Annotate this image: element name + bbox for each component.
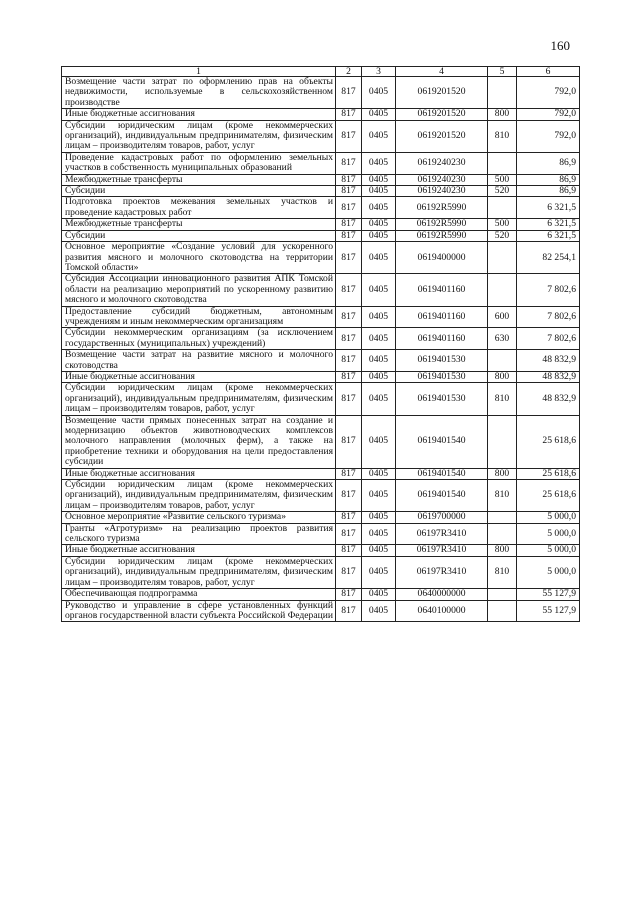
row-name-cell: Возмещение части прямых понесенных затрат на создание и модернизацию объектов животноводческих комплексов молочного направления (молочных ферм), а также на приобретение техники и оборудования на цели предоставления субсидии: [62, 415, 336, 468]
row-name-cell: Предоставление субсидий бюджетным, автономным учреждениям и иным некоммерческим организациям: [62, 306, 336, 328]
row-admin-cell: 817: [336, 468, 362, 479]
row-section-cell: 0405: [362, 468, 396, 479]
table-row: [62, 589, 580, 600]
table-row: [62, 523, 580, 545]
row-admin-cell: 817: [336, 77, 362, 109]
row-name-cell: Возмещение части затрат по оформлению прав на объекты недвижимости, используемые в сельскохозяйственном производстве: [62, 77, 336, 109]
row-section-cell: 0405: [362, 174, 396, 185]
header-cell: 6: [517, 67, 580, 77]
row-admin-cell: 817: [336, 328, 362, 350]
row-name-cell: Субсидии некоммерческим организациям (за исключением государственных (муниципальных) учреждений): [62, 328, 336, 350]
table-row: [62, 371, 580, 382]
row-admin-cell: 817: [336, 174, 362, 185]
row-expense-type-cell: 800: [488, 371, 517, 382]
row-name-cell: Субсидия Ассоциации инновационного развития АПК Томской области на реализацию мероприятий по ускоренному развитию мясного и молочного скотоводства: [62, 274, 336, 306]
row-target-cell: 0619401540: [396, 468, 488, 479]
row-section-cell: 0405: [362, 371, 396, 382]
row-admin-cell: 817: [336, 371, 362, 382]
row-expense-type-cell: [488, 197, 517, 219]
row-expense-type-cell: [488, 274, 517, 306]
row-section-cell: 0405: [362, 186, 396, 197]
row-amount-cell: 48 832,9: [517, 383, 580, 415]
table-row: [62, 556, 580, 588]
table-row: [62, 468, 580, 479]
row-amount-cell: 82 254,1: [517, 242, 580, 274]
row-name-cell: Обеспечивающая подпрограмма: [62, 589, 336, 600]
row-name-cell: Гранты «Агротуризм» на реализацию проектов развития сельского туризма: [62, 523, 336, 545]
table-row: [62, 328, 580, 350]
row-admin-cell: 817: [336, 383, 362, 415]
row-target-cell: 0619401540: [396, 480, 488, 512]
row-section-cell: 0405: [362, 600, 396, 622]
row-admin-cell: 817: [336, 152, 362, 174]
row-expense-type-cell: 810: [488, 556, 517, 588]
row-expense-type-cell: [488, 77, 517, 109]
row-name-cell: Иные бюджетные ассигнования: [62, 545, 336, 556]
row-admin-cell: 817: [336, 512, 362, 523]
table-row: [62, 152, 580, 174]
row-name-cell: Иные бюджетные ассигнования: [62, 109, 336, 120]
row-name-cell: Субсидии: [62, 230, 336, 241]
row-name-cell: Межбюджетные трансферты: [62, 174, 336, 185]
row-target-cell: 0619240230: [396, 152, 488, 174]
row-amount-cell: 5 000,0: [517, 545, 580, 556]
row-target-cell: 0619401160: [396, 274, 488, 306]
row-target-cell: 0619400000: [396, 242, 488, 274]
row-name-cell: Субсидии юридическим лицам (кроме некоммерческих организаций), индивидуальным предпринимателям, физическим лицам – производителям товаров, работ, услуг: [62, 556, 336, 588]
row-admin-cell: 817: [336, 242, 362, 274]
row-amount-cell: 7 802,6: [517, 274, 580, 306]
row-name-cell: Проведение кадастровых работ по оформлению земельных участков в собственность муниципальных образований: [62, 152, 336, 174]
row-name-cell: Иные бюджетные ассигнования: [62, 371, 336, 382]
row-expense-type-cell: 810: [488, 383, 517, 415]
row-expense-type-cell: 800: [488, 109, 517, 120]
row-admin-cell: 817: [336, 109, 362, 120]
row-admin-cell: 817: [336, 350, 362, 372]
table-row: [62, 186, 580, 197]
row-target-cell: 06192R5990: [396, 230, 488, 241]
row-section-cell: 0405: [362, 328, 396, 350]
row-amount-cell: 5 000,0: [517, 512, 580, 523]
row-amount-cell: 48 832,9: [517, 350, 580, 372]
row-target-cell: 0619201520: [396, 77, 488, 109]
row-amount-cell: 6 321,5: [517, 219, 580, 230]
row-amount-cell: 86,9: [517, 152, 580, 174]
row-expense-type-cell: [488, 589, 517, 600]
table-row: [62, 197, 580, 219]
row-target-cell: 0619240230: [396, 174, 488, 185]
row-target-cell: 0619401530: [396, 383, 488, 415]
row-admin-cell: 817: [336, 230, 362, 241]
row-section-cell: 0405: [362, 242, 396, 274]
row-amount-cell: 792,0: [517, 120, 580, 152]
row-admin-cell: 817: [336, 186, 362, 197]
table-row: [62, 109, 580, 120]
row-amount-cell: 5 000,0: [517, 523, 580, 545]
table-row: [62, 242, 580, 274]
header-cell: 1: [62, 67, 336, 77]
row-section-cell: 0405: [362, 152, 396, 174]
row-admin-cell: 817: [336, 556, 362, 588]
row-section-cell: 0405: [362, 383, 396, 415]
row-name-cell: Руководство и управление в сфере установленных функций органов государственной власти субъекта Российской Федерации: [62, 600, 336, 622]
header-row: [62, 67, 580, 77]
table-row: [62, 219, 580, 230]
row-expense-type-cell: 810: [488, 480, 517, 512]
row-target-cell: 0619401530: [396, 350, 488, 372]
header-cell: 2: [336, 67, 362, 77]
row-amount-cell: 6 321,5: [517, 197, 580, 219]
row-section-cell: 0405: [362, 512, 396, 523]
row-section-cell: 0405: [362, 306, 396, 328]
row-section-cell: 0405: [362, 219, 396, 230]
row-expense-type-cell: 630: [488, 328, 517, 350]
row-expense-type-cell: 500: [488, 219, 517, 230]
row-admin-cell: 817: [336, 589, 362, 600]
table-row: [62, 480, 580, 512]
row-section-cell: 0405: [362, 480, 396, 512]
row-amount-cell: 792,0: [517, 77, 580, 109]
table-row: [62, 383, 580, 415]
row-amount-cell: 86,9: [517, 186, 580, 197]
budget-table: [61, 66, 580, 622]
row-target-cell: 0619201520: [396, 109, 488, 120]
row-amount-cell: 7 802,6: [517, 306, 580, 328]
row-expense-type-cell: 600: [488, 306, 517, 328]
row-section-cell: 0405: [362, 545, 396, 556]
row-amount-cell: 25 618,6: [517, 468, 580, 479]
table-row: [62, 350, 580, 372]
row-amount-cell: 7 802,6: [517, 328, 580, 350]
row-target-cell: 0640000000: [396, 589, 488, 600]
row-section-cell: 0405: [362, 197, 396, 219]
row-amount-cell: 55 127,9: [517, 589, 580, 600]
table-body: [62, 67, 580, 622]
row-target-cell: 0619401160: [396, 328, 488, 350]
row-expense-type-cell: 520: [488, 230, 517, 241]
header-cell: 5: [488, 67, 517, 77]
row-section-cell: 0405: [362, 274, 396, 306]
row-admin-cell: 817: [336, 197, 362, 219]
row-amount-cell: 5 000,0: [517, 556, 580, 588]
row-name-cell: Основное мероприятие «Создание условий для ускоренного развития мясного и молочного скотоводства на территории Томской области»: [62, 242, 336, 274]
row-target-cell: 0640100000: [396, 600, 488, 622]
row-target-cell: 0619401530: [396, 371, 488, 382]
row-admin-cell: 817: [336, 219, 362, 230]
row-admin-cell: 817: [336, 274, 362, 306]
row-expense-type-cell: 520: [488, 186, 517, 197]
row-target-cell: 0619240230: [396, 186, 488, 197]
row-section-cell: 0405: [362, 415, 396, 468]
table-row: [62, 512, 580, 523]
table-row: [62, 274, 580, 306]
row-target-cell: 06197R3410: [396, 545, 488, 556]
row-name-cell: Субсидии юридическим лицам (кроме некоммерческих организаций), индивидуальным предпринимателям, физическим лицам – производителям товаров, работ, услуг: [62, 120, 336, 152]
row-admin-cell: 817: [336, 306, 362, 328]
row-target-cell: 06192R5990: [396, 197, 488, 219]
row-name-cell: Возмещение части затрат на развитие мясного и молочного скотоводства: [62, 350, 336, 372]
row-section-cell: 0405: [362, 523, 396, 545]
row-name-cell: Субсидии: [62, 186, 336, 197]
row-name-cell: Подготовка проектов межевания земельных участков и проведение кадастровых работ: [62, 197, 336, 219]
row-name-cell: Основное мероприятие «Развитие сельского туризма»: [62, 512, 336, 523]
row-section-cell: 0405: [362, 77, 396, 109]
table-row: [62, 600, 580, 622]
row-admin-cell: 817: [336, 480, 362, 512]
row-section-cell: 0405: [362, 120, 396, 152]
row-target-cell: 06197R3410: [396, 556, 488, 588]
row-name-cell: Субсидии юридическим лицам (кроме некоммерческих организаций), индивидуальным предпринимателям, физическим лицам – производителям товаров, работ, услуг: [62, 480, 336, 512]
header-cell: 4: [396, 67, 488, 77]
row-amount-cell: 792,0: [517, 109, 580, 120]
header-cell: 3: [362, 67, 396, 77]
row-target-cell: 0619700000: [396, 512, 488, 523]
row-amount-cell: 48 832,9: [517, 371, 580, 382]
row-admin-cell: 817: [336, 415, 362, 468]
row-section-cell: 0405: [362, 589, 396, 600]
table-row: [62, 545, 580, 556]
row-name-cell: Иные бюджетные ассигнования: [62, 468, 336, 479]
row-expense-type-cell: [488, 600, 517, 622]
page-number: 160: [550, 38, 570, 53]
row-expense-type-cell: [488, 415, 517, 468]
row-section-cell: 0405: [362, 350, 396, 372]
table-row: [62, 230, 580, 241]
row-expense-type-cell: 800: [488, 468, 517, 479]
table-row: [62, 415, 580, 468]
row-target-cell: 0619201520: [396, 120, 488, 152]
row-name-cell: Субсидии юридическим лицам (кроме некоммерческих организаций), индивидуальным предпринимателям, физическим лицам – производителям товаров, работ, услуг: [62, 383, 336, 415]
row-admin-cell: 817: [336, 600, 362, 622]
table-row: [62, 120, 580, 152]
row-expense-type-cell: 810: [488, 120, 517, 152]
row-section-cell: 0405: [362, 109, 396, 120]
row-section-cell: 0405: [362, 230, 396, 241]
row-target-cell: 0619401160: [396, 306, 488, 328]
row-target-cell: 06192R5990: [396, 219, 488, 230]
table-row: [62, 77, 580, 109]
row-expense-type-cell: [488, 512, 517, 523]
row-expense-type-cell: [488, 350, 517, 372]
row-expense-type-cell: [488, 152, 517, 174]
row-amount-cell: 55 127,9: [517, 600, 580, 622]
table-row: [62, 174, 580, 185]
row-amount-cell: 6 321,5: [517, 230, 580, 241]
row-target-cell: 06197R3410: [396, 523, 488, 545]
row-amount-cell: 86,9: [517, 174, 580, 185]
row-expense-type-cell: [488, 523, 517, 545]
row-amount-cell: 25 618,6: [517, 415, 580, 468]
row-admin-cell: 817: [336, 545, 362, 556]
row-expense-type-cell: [488, 242, 517, 274]
row-section-cell: 0405: [362, 556, 396, 588]
row-amount-cell: 25 618,6: [517, 480, 580, 512]
row-name-cell: Межбюджетные трансферты: [62, 219, 336, 230]
table-row: [62, 306, 580, 328]
row-target-cell: 0619401540: [396, 415, 488, 468]
row-admin-cell: 817: [336, 120, 362, 152]
row-admin-cell: 817: [336, 523, 362, 545]
row-expense-type-cell: 800: [488, 545, 517, 556]
row-expense-type-cell: 500: [488, 174, 517, 185]
